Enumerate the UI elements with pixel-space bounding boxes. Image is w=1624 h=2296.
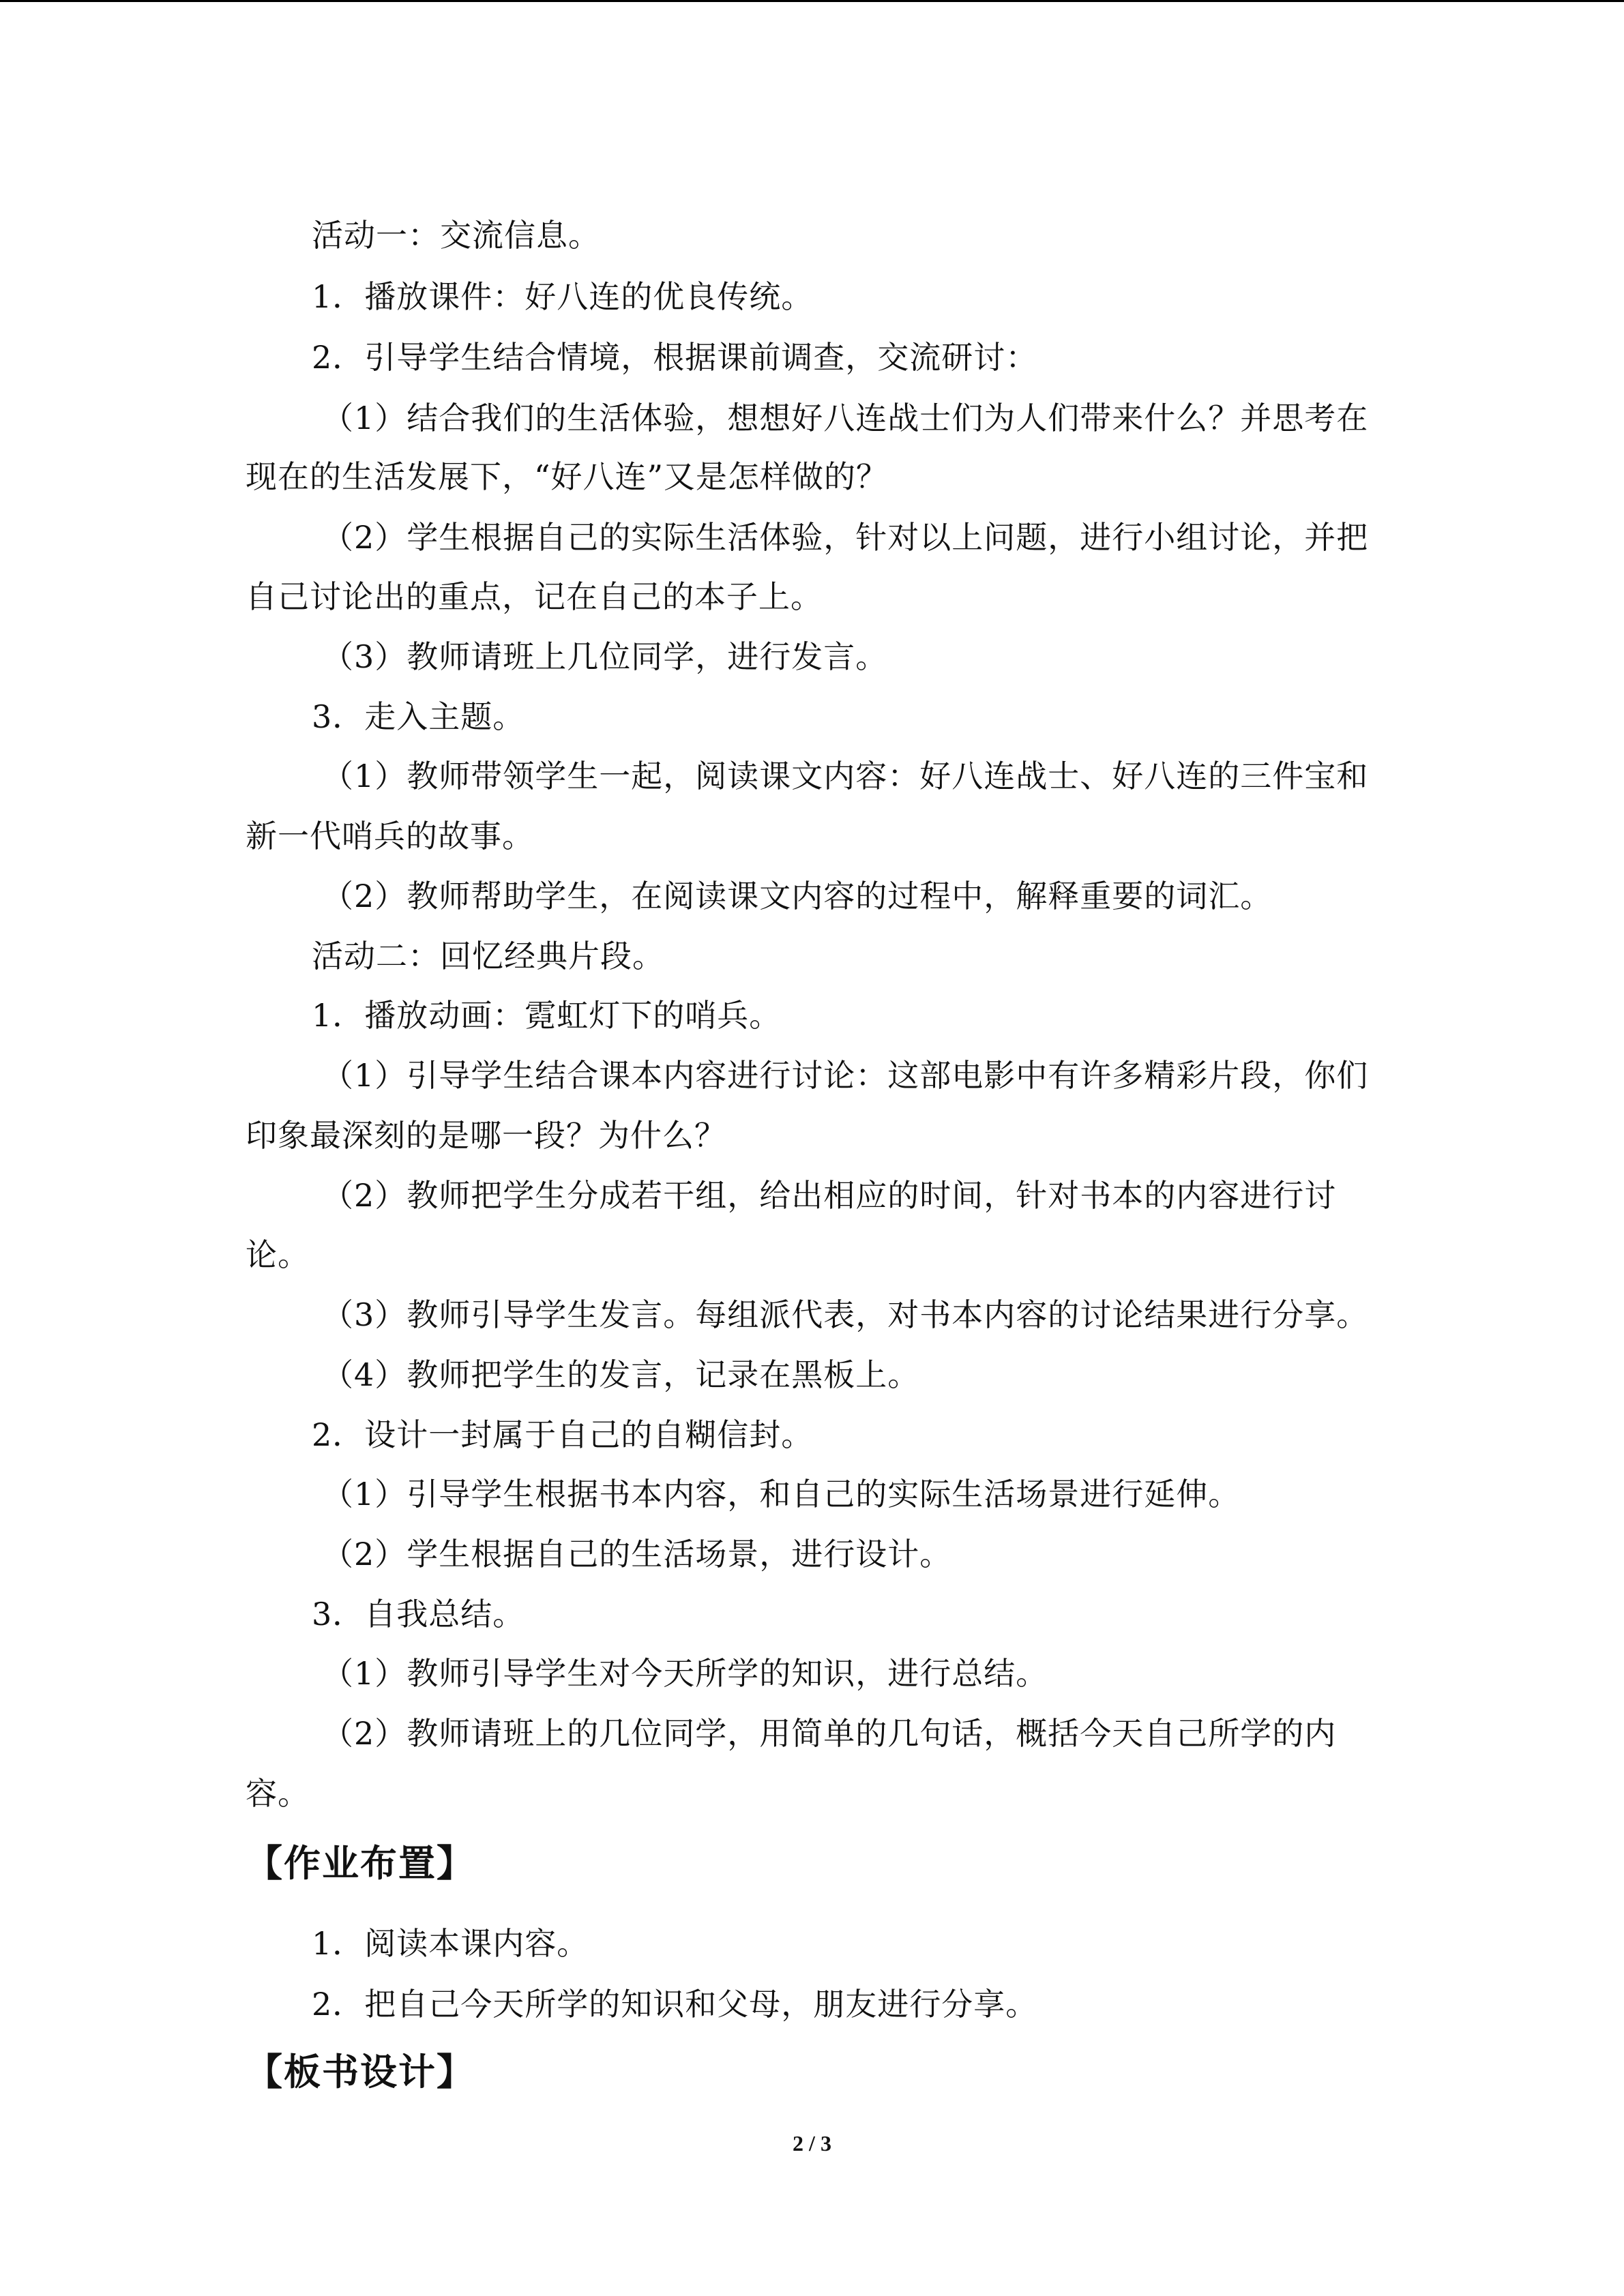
page-number: 2 / 3 <box>793 2131 831 2156</box>
paragraph: （2）教师把学生分成若干组，给出相应的时间，针对书本的内容进行讨 <box>322 1177 1337 1214</box>
paragraph: （1）教师引导学生对今天所学的知识，进行总结。 <box>322 1655 1048 1692</box>
paragraph: （2）学生根据自己的实际生活体验，针对以上问题，进行小组讨论，并把 <box>322 519 1369 556</box>
homework-heading: 【作业布置】 <box>246 1841 475 1885</box>
paragraph: （2）学生根据自己的生活场景，进行设计。 <box>322 1536 952 1572</box>
homework-item: 2．把自己今天所学的知识和父母，朋友进行分享。 <box>312 1986 1038 2023</box>
paragraph: 容。 <box>246 1775 310 1812</box>
paragraph: 印象最深刻的是哪一段？为什么？ <box>246 1117 726 1154</box>
paragraph: 自己讨论出的重点，记在自己的本子上。 <box>246 578 823 615</box>
paragraph: （2）教师请班上的几位同学，用简单的几句话，概括今天自己所学的内 <box>322 1715 1337 1752</box>
homework-item: 1．阅读本课内容。 <box>312 1925 589 1962</box>
paragraph: 新一代哨兵的故事。 <box>246 818 534 854</box>
paragraph: （1）引导学生根据书本内容，和自己的实际生活场景进行延伸。 <box>322 1476 1241 1512</box>
paragraph: 活动二：回忆经典片段。 <box>312 938 664 974</box>
paragraph: （3）教师请班上几位同学，进行发言。 <box>322 638 888 675</box>
top-rule <box>0 0 1624 2</box>
paragraph: （1）结合我们的生活体验，想想好八连战士们为人们带来什么？并思考在 <box>322 400 1369 436</box>
paragraph: 1．播放动画：霓虹灯下的哨兵。 <box>312 997 782 1034</box>
paragraph: 2．引导学生结合情境，根据课前调查，交流研讨： <box>312 339 1038 376</box>
paragraph: （1）教师带领学生一起，阅读课文内容：好八连战士、好八连的三件宝和 <box>322 758 1369 794</box>
board-design-heading: 【板书设计】 <box>246 2050 475 2093</box>
paragraph: 3．走入主题。 <box>312 698 525 735</box>
paragraph: （2）教师帮助学生，在阅读课文内容的过程中，解释重要的词汇。 <box>322 878 1273 914</box>
paragraph: 2．设计一封属于自己的自糊信封。 <box>312 1416 814 1453</box>
paragraph: （3）教师引导学生发言。每组派代表，对书本内容的讨论结果进行分享。 <box>322 1296 1369 1333</box>
paragraph: （1）引导学生结合课本内容进行讨论：这部电影中有许多精彩片段，你们 <box>322 1057 1369 1094</box>
paragraph: （4）教师把学生的发言，记录在黑板上。 <box>322 1356 920 1393</box>
paragraph: 活动一：交流信息。 <box>312 217 600 254</box>
paragraph: 现在的生活发展下，“好八连”又是怎样做的？ <box>246 458 889 495</box>
paragraph: 3．自我总结。 <box>312 1596 525 1632</box>
paragraph: 论。 <box>246 1236 310 1273</box>
paragraph: 1．播放课件：好八连的优良传统。 <box>312 278 814 315</box>
